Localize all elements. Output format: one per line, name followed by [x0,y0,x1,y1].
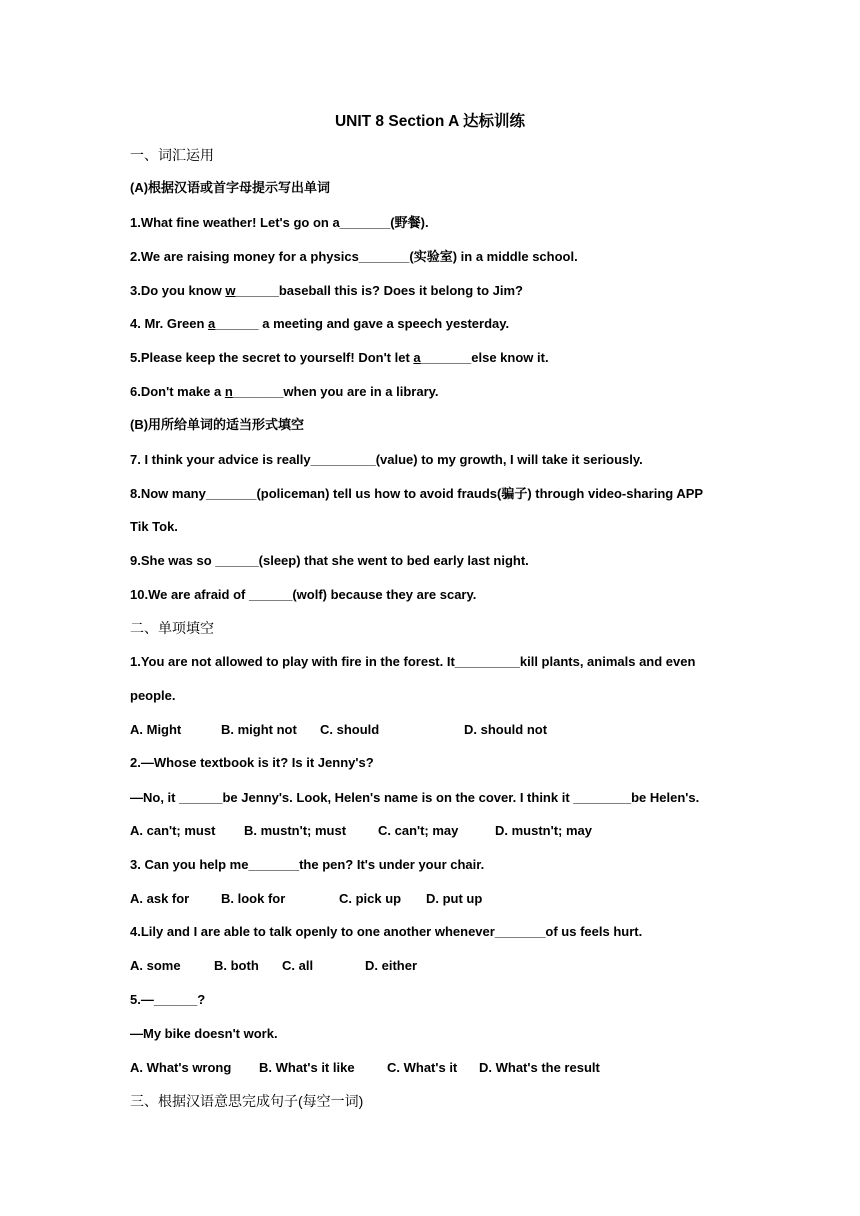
vocab-question-4: 4. Mr. Green a______ a meeting and gave a speech yesterday. [130,316,510,331]
option-a: A. can't; must [130,823,216,838]
initial-letter-hint: a [413,350,421,365]
option-d: D. mustn't; may [495,823,592,838]
subsection-b-heading: (B)用所给单词的适当形式填空 [130,417,305,432]
option-d: D. should not [464,722,548,737]
section-heading-sentence-completion: 三、根据汉语意思完成句子(每空一词) [130,1093,364,1109]
option-a: A. ask for [130,891,190,906]
mc-question-5-continued: —My bike doesn't work. [130,1026,278,1041]
option-b: B. What's it like [259,1060,355,1075]
option-c: C. pick up [339,891,402,906]
mc-question-5-options [130,1058,730,1078]
mc-question-2-continued: —No, it ______be Jenny's. Look, Helen's name is on the cover. I think it ________be Helen's. [130,790,700,805]
option-b: B. look for [221,891,286,906]
vocab-question-1: 1.What fine weather! Let's go on a_______(野餐). [130,215,429,230]
option-b: B. both [214,958,259,973]
option-a: A. What's wrong [130,1060,232,1075]
mc-question-3-options [130,889,730,909]
page-title: UNIT 8 Section A 达标训练 [334,113,526,130]
mc-question-1-continued: people. [130,688,176,703]
section-heading-vocabulary: 一、词汇运用 [130,147,214,163]
mc-question-2-options [130,821,730,841]
mc-question-3: 3. Can you help me_______the pen? It's under your chair. [130,857,485,872]
vocab-question-8: 8.Now many_______(policeman) tell us how to avoid frauds(骗子) through video-sharing APP [130,486,704,501]
vocab-question-2: 2.We are raising money for a physics_______(实验室) in a middle school. [130,249,578,264]
initial-letter-hint: n [224,384,233,399]
initial-letter-hint: w [225,283,236,298]
initial-letter-hint: a [208,316,216,331]
option-a: A. Might [130,722,182,737]
vocab-question-9: 9.She was so ______(sleep) that she went to bed early last night. [130,553,529,568]
option-b: B. mustn't; must [244,823,347,838]
option-c: C. should [320,722,380,737]
option-d: D. either [365,958,418,973]
mc-question-1-options [130,720,730,740]
vocab-question-7: 7. I think your advice is really_________(value) to my growth, I will take it seriously. [130,452,643,467]
mc-question-5: 5.—______? [130,992,206,1007]
option-a: A. some [130,958,181,973]
option-c: C. all [282,958,314,973]
option-d: D. put up [426,891,483,906]
vocab-question-5: 5.Please keep the secret to yourself! Don't let a_______else know it. [130,350,549,365]
vocab-question-3: 3.Do you know w______baseball this is? Does it belong to Jim? [130,283,523,298]
option-d: D. What's the result [479,1060,600,1075]
subsection-a-heading: (A)根据汉语或首字母提示写出单词 [130,180,331,195]
option-c: C. What's it [387,1060,458,1075]
vocab-question-6: 6.Don't make a n_______when you are in a library. [130,384,439,399]
option-c: C. can't; may [378,823,459,838]
mc-question-4-options [130,956,730,976]
mc-question-4: 4.Lily and I are able to talk openly to one another whenever_______of us feels hurt. [130,924,643,939]
section-heading-multiple-choice: 二、单项填空 [130,620,214,636]
vocab-question-10: 10.We are afraid of ______(wolf) because they are scary. [130,587,477,602]
option-b: B. might not [221,722,297,737]
mc-question-2: 2.—Whose textbook is it? Is it Jenny's? [130,755,374,770]
mc-question-1: 1.You are not allowed to play with fire in the forest. It_________kill plants, animals and even [130,654,696,669]
vocab-question-8-continued: Tik Tok. [130,519,178,534]
